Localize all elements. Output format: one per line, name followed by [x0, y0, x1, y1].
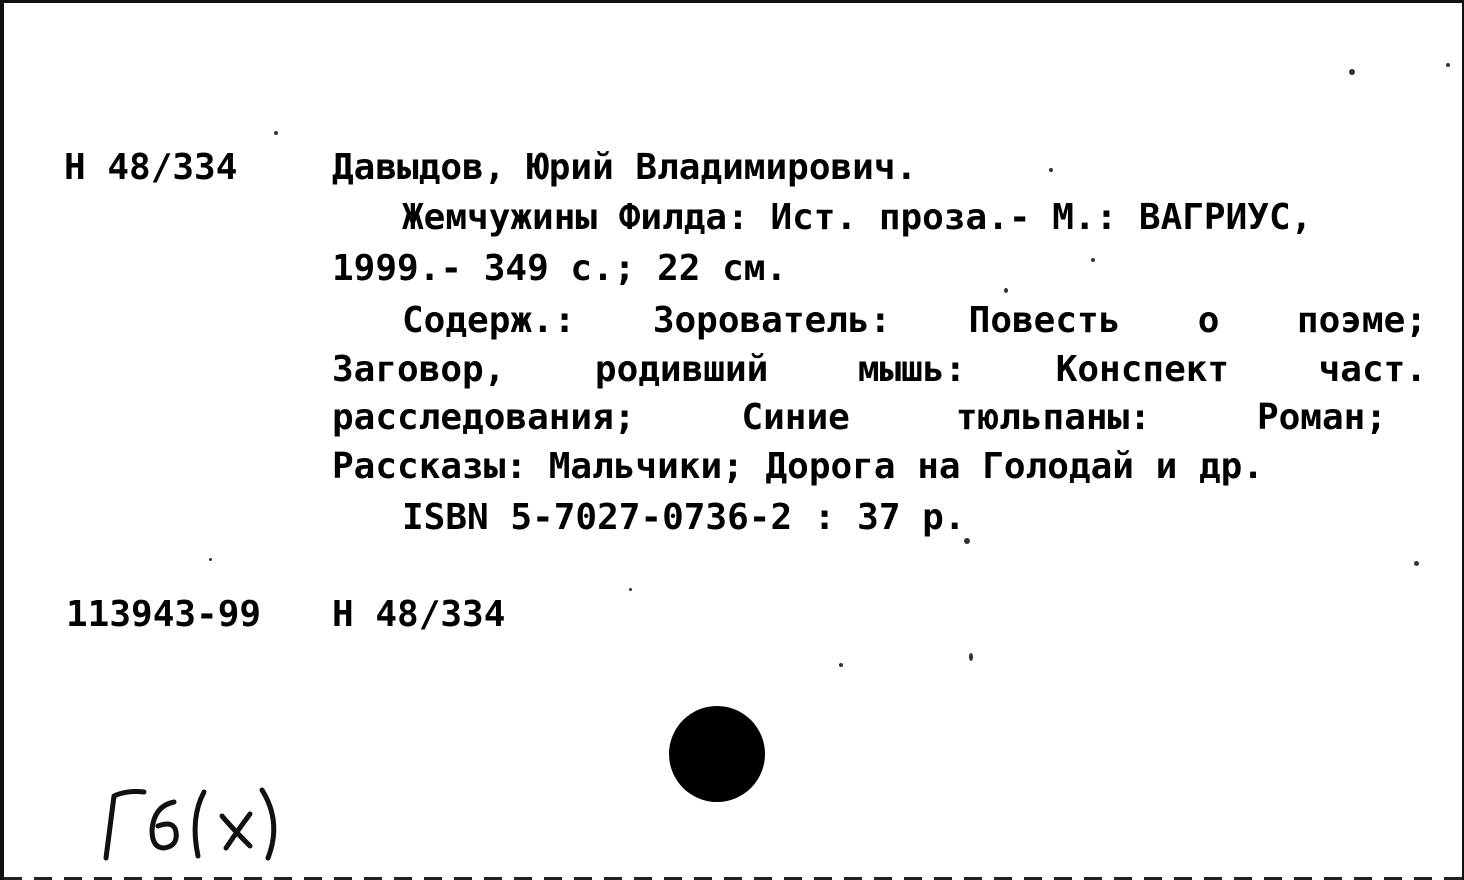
author-line: Давыдов, Юрий Владимирович. — [332, 147, 918, 188]
contents-word: част. — [1318, 349, 1427, 390]
call-number: Н 48/334 — [64, 147, 238, 188]
contents-word: Повесть — [968, 300, 1121, 341]
contents-word: поэме; — [1296, 300, 1427, 341]
contents-word: Заговор, — [332, 349, 506, 390]
handwritten-note — [92, 768, 292, 872]
contents-word: Содерж.: — [402, 300, 576, 341]
contents-word: Роман; — [1256, 397, 1387, 438]
contents-line-1 — [402, 301, 1427, 341]
contents-word: тюльпаны: — [955, 397, 1151, 438]
accession-number: 113943-99 — [66, 594, 262, 635]
contents-line-4: Рассказы: Мальчики; Дорога на Голодай и др. — [332, 446, 1264, 487]
contents-line-2 — [332, 350, 1427, 390]
contents-word: Синие — [741, 397, 850, 438]
contents-word: о — [1197, 300, 1220, 341]
shelf-mark: Н 48/334 — [332, 594, 506, 635]
contents-word: Конспект — [1055, 349, 1230, 390]
contents-word: Зорователь: — [652, 300, 892, 341]
isbn-line: ISBN 5-7027-0736-2 : 37 р. — [402, 497, 966, 538]
contents-word: мышь: — [857, 349, 967, 390]
contents-line-3 — [332, 398, 1387, 438]
imprint-line: 1999.- 349 с.; 22 см. — [332, 248, 788, 289]
handwriting-image — [92, 768, 292, 868]
contents-word: расследования; — [332, 397, 636, 438]
title-line: Жемчужины Филда: Ист. проза.- М.: ВАГРИУС, — [402, 197, 1313, 238]
contents-word: родивший — [594, 349, 769, 390]
punch-hole — [669, 706, 765, 802]
